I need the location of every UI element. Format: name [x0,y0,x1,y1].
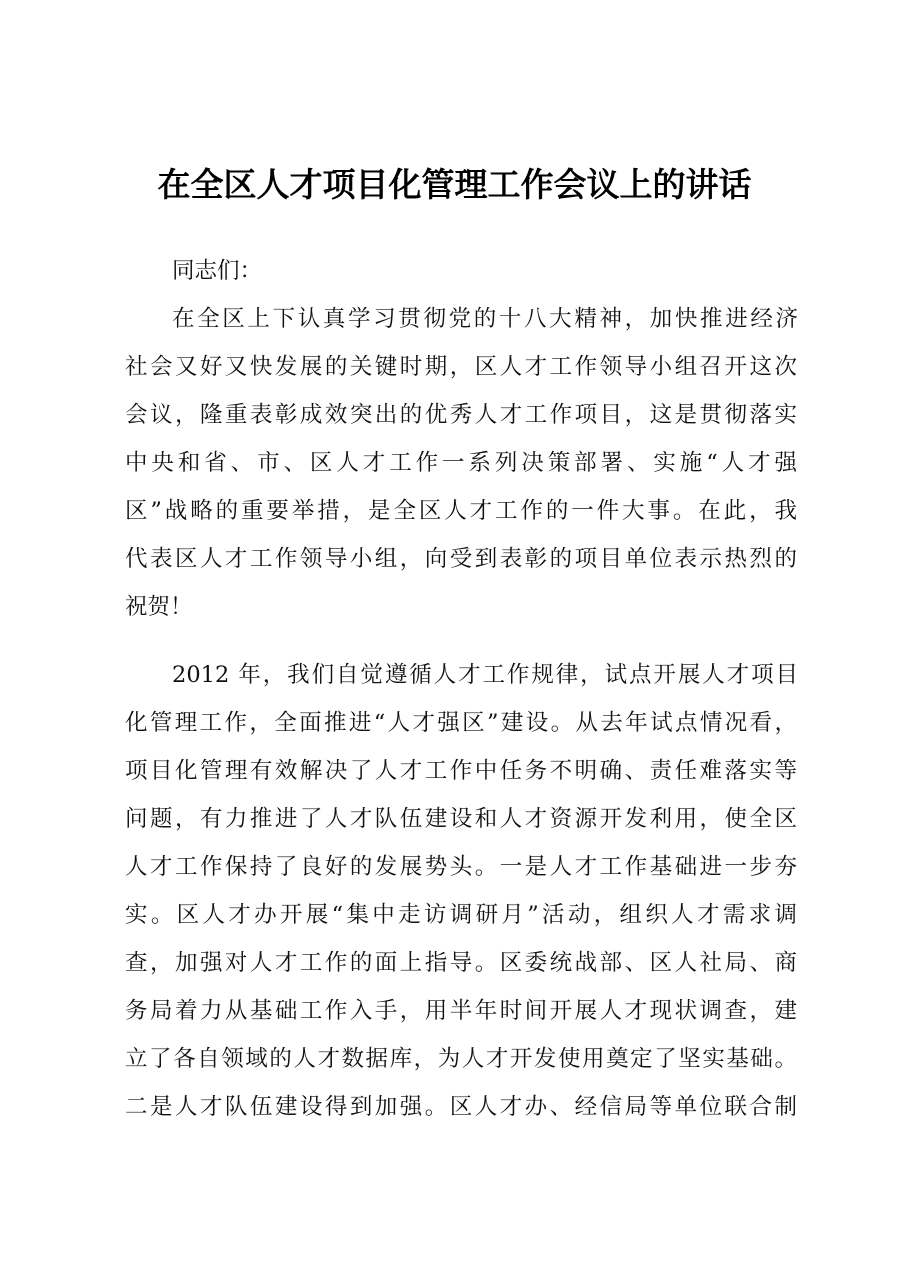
paragraph-2-line-10: 二是人才队伍建设得到加强。区人才办、经信局等单位联合制 [125,1094,797,1120]
paragraph-1-line-6: 代表区人才工作领导小组，向受到表彰的项目单位表示热烈的 [125,546,797,572]
paragraph-2-line-3: 项目化管理有效解决了人才工作中任务不明确、责任难落实等 [125,758,797,784]
paragraph-2-line-5: 人才工作保持了良好的发展势头。一是人才工作基础进一步夯 [125,854,797,880]
paragraph-1-line-7: 祝贺！ [125,594,193,620]
paragraph-2-line-1: 2012 年，我们自觉遵循人才工作规律，试点开展人才项目 [172,662,798,688]
paragraph-1-line-2: 社会又好又快发展的关键时期，区人才工作领导小组召开这次 [125,354,797,380]
paragraph-2-line-4: 问题，有力推进了人才队伍建设和人才资源开发利用，使全区 [125,806,797,832]
paragraph-2-line-6: 实。区人才办开展“集中走访调研月”活动，组织人才需求调 [125,902,797,928]
paragraph-2-line-7: 查，加强对人才工作的面上指导。区委统战部、区人社局、商 [125,950,797,976]
paragraph-1-line-4: 中央和省、市、区人才工作一系列决策部署、实施“人才强 [125,450,797,476]
paragraph-1-line-5: 区”战略的重要举措，是全区人才工作的一件大事。在此，我 [125,498,797,524]
paragraph-1-line-1: 在全区上下认真学习贯彻党的十八大精神，加快推进经济 [172,306,798,332]
paragraph-2-line-8: 务局着力从基础工作入手，用半年时间开展人才现状调查，建 [125,998,797,1024]
paragraph-2-line-2: 化管理工作，全面推进“人才强区”建设。从去年试点情况看， [125,710,797,736]
salutation: 同志们： [172,258,263,284]
document-title: 在全区人才项目化管理工作会议上的讲话 [157,165,752,204]
paragraph-1-line-3: 会议，隆重表彰成效突出的优秀人才工作项目，这是贯彻落实 [125,402,797,428]
paragraph-2-line-9: 立了各自领域的人才数据库，为人才开发使用奠定了坚实基础。 [125,1046,797,1072]
